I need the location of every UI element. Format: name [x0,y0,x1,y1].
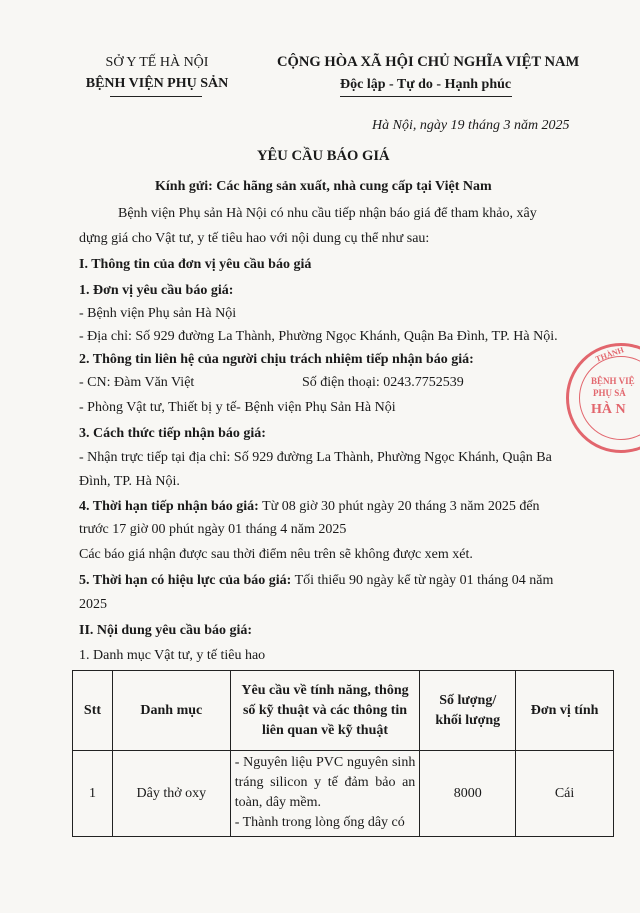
item-1-heading: 1. Đơn vị yêu cầu báo giá: [79,283,234,298]
official-seal [566,343,640,453]
header-agency: SỞ Y TẾ HÀ NỘI [105,55,209,70]
seal-text-mid2: PHỤ SẢ [593,388,626,398]
item-2-department: - Phòng Vật tư, Thiết bị y tế- Bệnh viện Phụ Sản Hà Nội [79,400,396,415]
item-4-heading: 4. Thời hạn tiếp nhận báo giá: [79,499,259,514]
item-3-heading: 3. Cách thức tiếp nhận báo giá: [79,426,266,441]
item-3-line-2: Đình, TP. Hà Nội. [79,474,180,489]
quote-request-table [72,670,614,837]
seal-text-bottom: HÀ N [591,402,626,417]
cell-quantity: 8000 [420,751,516,837]
cell-unit: Cái [516,751,614,837]
item-1-address: - Địa chỉ: Số 929 đường La Thành, Phường Ngọc Khánh, Quận Ba Đình, TP. Hà Nội. [79,329,558,344]
item-2-contact: - CN: Đàm Văn Việt [79,375,195,390]
intro-line-2: dựng giá cho Vật tư, y tế tiêu hao với nội dung cụ thể như sau: [79,231,430,246]
header-left-underline [110,96,202,97]
item-5-text-1: Tối thiểu 90 ngày kể từ ngày 01 tháng 04 năm [294,573,554,588]
header-quantity: Số lượng/ khối lượng [420,671,516,751]
item-4-line-1 [79,499,540,515]
cell-requirements: - Nguyên liệu PVC nguyên sinh tráng silicon y tế đảm bảo an toàn, dây mềm. - Thành trong lòng ống dây có [230,751,420,837]
item-4-text-1: Từ 08 giờ 30 phút ngày 20 tháng 3 năm 2025 đến [262,499,540,514]
header-category: Danh mục [112,671,230,751]
header-country: CỘNG HÒA XÃ HỘI CHỦ NGHĨA VIỆT NAM [277,54,580,70]
header-unit: Đơn vị tính [516,671,614,751]
date-line: Hà Nội, ngày 19 tháng 3 năm 2025 [372,118,570,133]
cell-category: Dây thở oxy [112,751,230,837]
table-header-row [73,671,614,751]
item-5-line-1 [79,573,553,589]
item-4-note: Các báo giá nhận được sau thời điểm nêu trên sẽ không được xem xét. [79,547,473,562]
header-hospital: BỆNH VIỆN PHỤ SẢN [85,76,229,91]
list-title: 1. Danh mục Vật tư, y tế tiêu hao [79,648,266,663]
item-5-text-2: 2025 [79,597,107,612]
intro-line-1: Bệnh viện Phụ sản Hà Nội có nhu cầu tiếp nhận báo giá để tham khảo, xây [118,206,537,221]
seal-text-mid: BỆNH VIỆ [591,376,635,386]
section-1-heading: I. Thông tin của đơn vị yêu cầu báo giá [79,257,312,272]
cell-stt: 1 [73,751,113,837]
header-right-underline [340,96,512,97]
header-stt: Stt [73,671,113,751]
recipient-line: Kính gửi: Các hãng sản xuất, nhà cung cấp tại Việt Nam [155,179,492,194]
section-2-heading: II. Nội dung yêu cầu báo giá: [79,623,253,638]
item-4-text-2: trước 17 giờ 00 phút ngày 01 tháng 4 năm 2025 [79,522,347,537]
header-requirements: Yêu cầu về tính năng, thông số kỹ thuật và các thông tin liên quan về kỹ thuật [230,671,420,751]
document-title: YÊU CẦU BÁO GIÁ [257,148,390,164]
item-1-unit: - Bệnh viện Phụ sản Hà Nội [79,306,237,321]
item-2-heading: 2. Thông tin liên hệ của người chịu trách nhiệm tiếp nhận báo giá: [79,352,474,367]
seal-text-top: THÀNH [594,345,625,364]
table-row [73,751,614,837]
header-motto: Độc lập - Tự do - Hạnh phúc [340,77,512,92]
item-5-heading: 5. Thời hạn có hiệu lực của báo giá: [79,573,292,588]
item-3-line-1: - Nhận trực tiếp tại địa chỉ: Số 929 đường La Thành, Phường Ngọc Khánh, Quận Ba [79,450,552,465]
item-2-phone: Số điện thoại: 0243.7752539 [302,375,464,390]
seal-inner-ring [579,356,640,440]
